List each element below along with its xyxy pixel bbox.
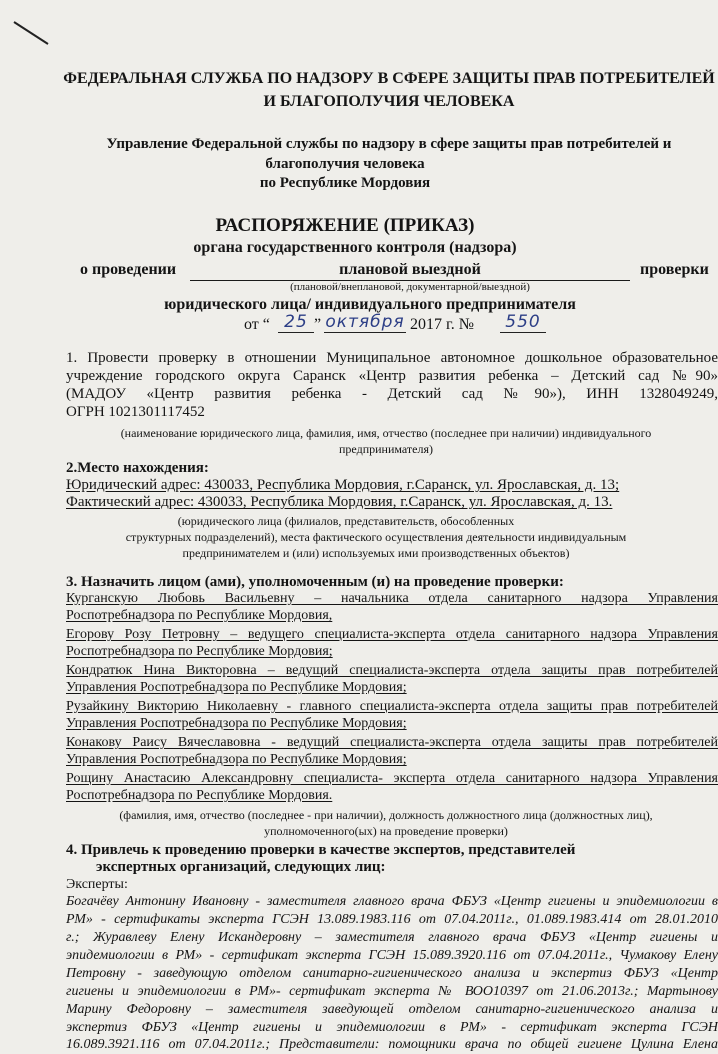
inspection-type-caption: (плановой/внеплановой, документарной/выездной) — [290, 281, 530, 293]
inspector-line: Роспотребнадзора по Республике Мордовия. — [66, 788, 333, 803]
actual-address: Фактический адрес: 430033, Республика Мордовия, г.Саранск, ул. Ярославская, д. 13. — [66, 494, 613, 510]
inspector-line: Управления Роспотребнадзора по Республике Мордовия; — [66, 680, 407, 695]
inspector-line: Рощину Анастасию Александровну специалиста- эксперта отдела санитарного надзора Управления — [66, 771, 718, 786]
inspector-line: Управления Роспотребнадзора по Республике Мордовия; — [66, 716, 407, 731]
section1-caption1: (наименование юридического лица, фамилия, имя, отчество (последнее при наличии) индивидуального — [120, 426, 652, 440]
department-line2: благополучия человека — [265, 156, 425, 172]
section1-line4: ОГРН 1021301117452 — [66, 404, 205, 420]
conduct-prefix: о проведении — [80, 261, 177, 278]
inspection-type-field: плановой выездной — [190, 260, 630, 281]
inspector-line: Управления Роспотребнадзора по Республике Мордовия; — [66, 752, 407, 767]
department-line1: Управление Федеральной службы по надзору в сфере защиты прав потребителей и — [106, 136, 672, 152]
expert-line: экспертиз ФБУЗ «Центр гигиены и эпидемиологии в РМ» - сертификат эксперта ГСЭН — [66, 1020, 718, 1035]
inspector-line: Конакову Раису Вячеславовна - ведущий специалиста-эксперта отдела защиты прав потребителей — [66, 735, 718, 750]
order-subtitle: органа государственного контроля (надзора) — [193, 239, 517, 256]
expert-line: 16.089.3921.116 от 07.04.2011г.; Представители: помощники врача по общей гигиене Цулина Елена — [66, 1037, 718, 1052]
section2-heading: 2.Место нахождения: — [66, 460, 209, 476]
pen-mark-graphic — [12, 18, 52, 48]
expert-line: РМ» - сертификаты эксперта ГСЭН 13.089.1983.116 от 07.04.2011г., 01.089.1983.414 от 28.01.2010 — [66, 912, 718, 927]
expert-line: Петровну - заведующую отделом санитарно-гигиенического анализа и экспертиз ФБУЗ «Центр — [66, 966, 718, 981]
expert-line: Марину Федоровну – заместителя заведующей отделом санитарно-гигиенического анализа и — [66, 1002, 718, 1017]
section3-heading: 3. Назначить лицом (ами), уполномоченным (и) на проведение проверки: — [66, 574, 564, 590]
date-month: октября — [325, 312, 405, 332]
agency-title-line2: И БЛАГОПОЛУЧИЯ ЧЕЛОВЕКА — [263, 93, 515, 110]
subject-line: юридического лица/ индивидуального предпринимателя — [164, 296, 576, 313]
inspector-line: Роспотребнадзора по Республике Мордовия, — [66, 608, 333, 623]
section1-caption2: предпринимателя) — [339, 442, 433, 456]
agency-title-line1: ФЕДЕРАЛЬНАЯ СЛУЖБА ПО НАДЗОРУ В СФЕРЕ ЗАЩИТЫ ПРАВ ПОТРЕБИТЕЛЕЙ — [63, 70, 715, 87]
section2-caption3: предпринимателем и (или) используемых ими производственных объектов) — [182, 546, 570, 560]
section2-caption2: структурных подразделений), места фактического осуществления деятельности индивидуальным — [125, 530, 627, 544]
date-quote-close: ” — [314, 316, 322, 333]
inspector-line: Рузайкину Викторию Николаевну - главного специалиста-эксперта отдела защиты прав потребителей — [66, 699, 718, 714]
inspector-line: Егорову Розу Петровну – ведущего специалиста-эксперта отдела санитарного надзора Управления — [66, 627, 718, 642]
inspector-line: Роспотребнадзора по Республике Мордовия; — [66, 644, 333, 659]
expert-line: эпидемиологии в РМ» - сертификат эксперта ГСЭН 15.089.3920.116 от 07.04.2011г., Чумакову Елену — [66, 948, 718, 963]
date-prefix: от “ — [244, 316, 270, 333]
inspector-line: Курганскую Любовь Васильевну – начальника отдела санитарного надзора Управления — [66, 591, 718, 606]
section2-caption1: (юридического лица (филиалов, представительств, обособленных — [177, 514, 515, 528]
order-title: РАСПОРЯЖЕНИЕ (ПРИКАЗ) — [215, 215, 475, 236]
experts-label: Эксперты: — [66, 877, 128, 892]
legal-address: Юридический адрес: 430033, Республика Мордовия, г.Саранск, ул. Ярославская, д. 13; — [66, 477, 620, 493]
conduct-suffix: проверки — [640, 261, 709, 278]
department-line3: по Республике Мордовия — [259, 175, 431, 191]
section3-caption1: (фамилия, имя, отчество (последнее - при наличии), должность должностного лица (должностных лиц), — [119, 808, 653, 822]
section1-line3: (МАДОУ «Центр развития ребенка - Детский сад №90»), ИНН 1328049249, — [66, 386, 718, 402]
expert-line: г.; Журавлеву Елену Искандеровну – заместителя главного врача ФБУЗ «Центр гигиены и — [66, 930, 718, 945]
section3-caption2: уполномоченного(ых) на проведение проверки) — [264, 824, 508, 838]
order-number: 550 — [500, 312, 546, 333]
section4-heading2: экспертных организаций, следующих лиц: — [96, 859, 386, 875]
expert-line: гигиены и эпидемиологии в РМ»- сертификат эксперта № ВОО10397 от 21.06.2013г.; Мартынову — [66, 984, 718, 999]
section4-heading1: 4. Привлечь к проведению проверки в качестве экспертов, представителей — [66, 842, 576, 858]
section1-line2: учреждение городского округа Саранск «Центр развития ребенка – Детский сад №90» — [66, 368, 718, 384]
expert-line: Богачёву Антонину Ивановну - заместителя главного врача ФБУЗ «Центр гигиены и эпидемиологии в — [66, 894, 718, 909]
date-day: 25 — [278, 312, 314, 333]
section1-line1: 1. Провести проверку в отношении Муниципальное автономное дошкольное образовательное — [66, 350, 718, 366]
date-year: 2017 г. № — [410, 316, 475, 333]
inspector-line: Кондратюк Нина Викторовна – ведущий специалиста-эксперта отдела защиты прав потребителей — [66, 663, 718, 678]
